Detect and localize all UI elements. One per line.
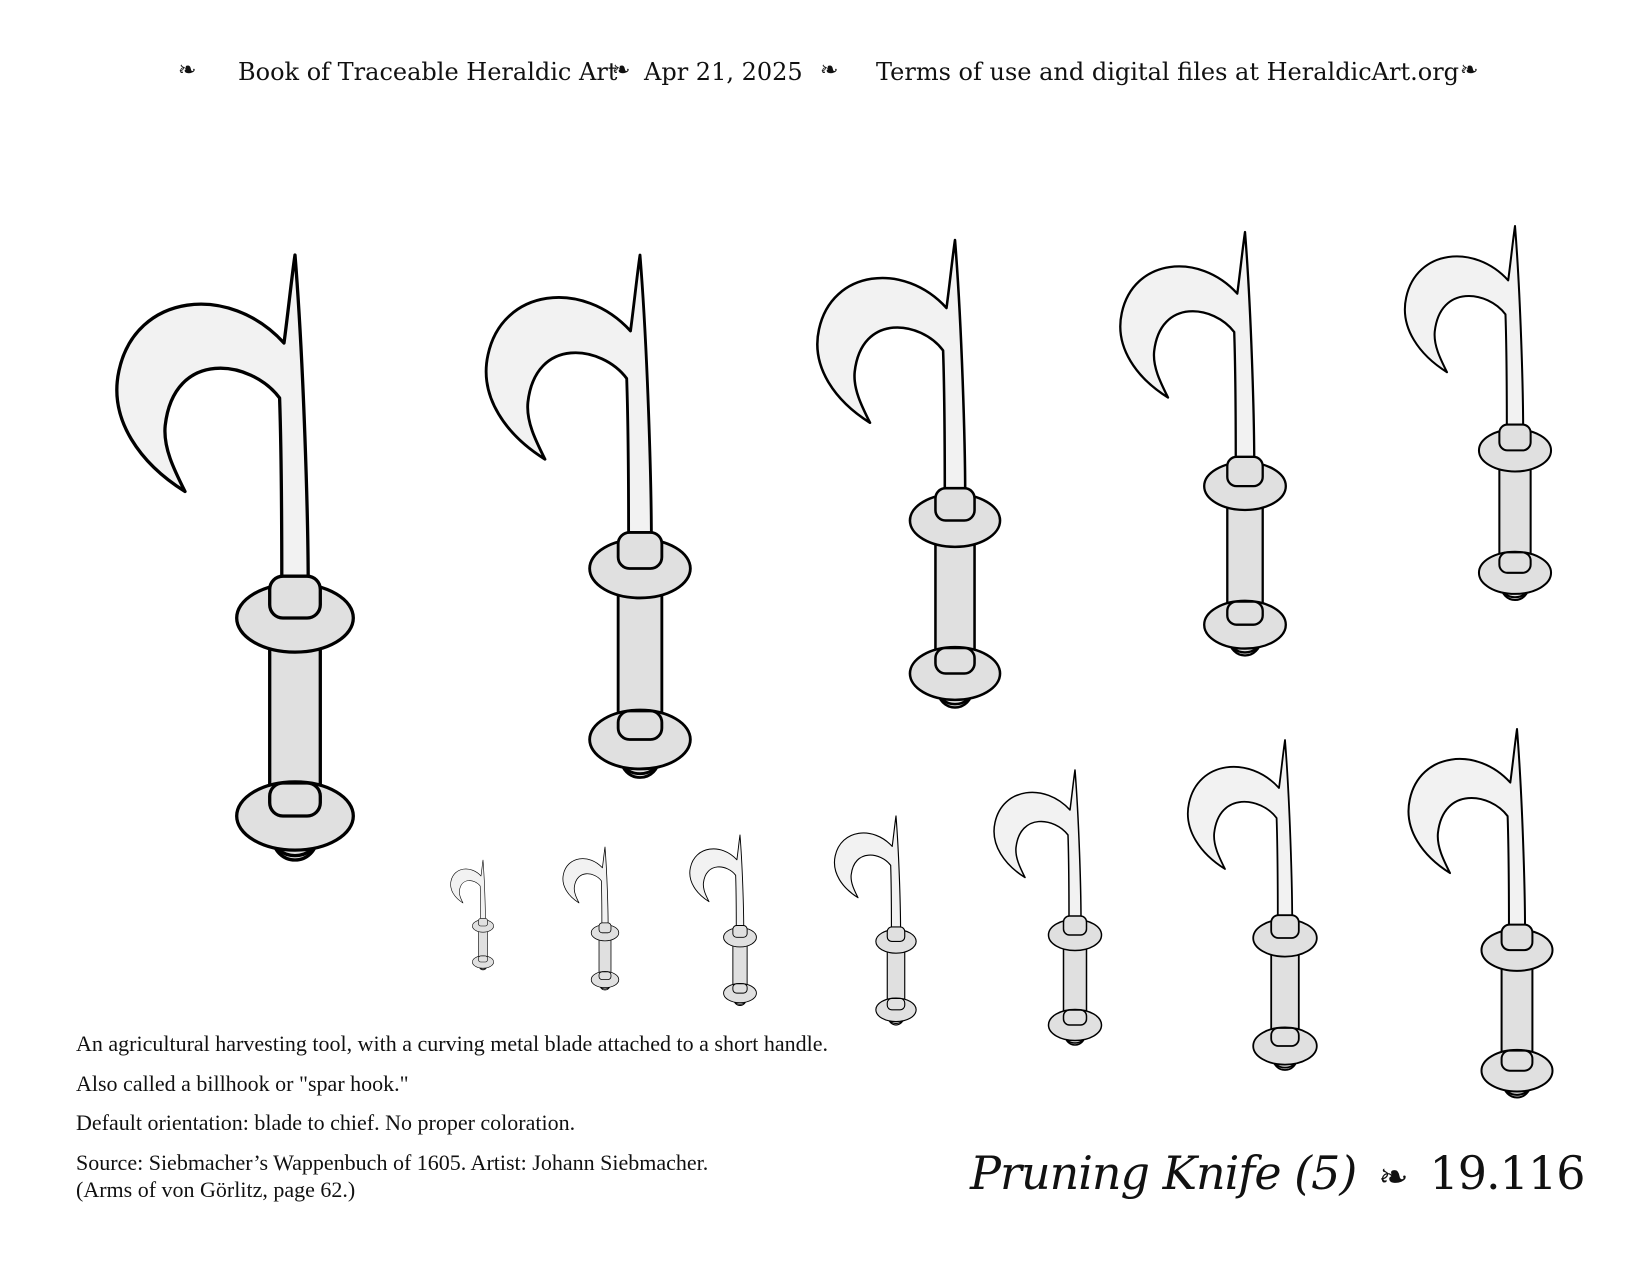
source-line: (Arms of von Görlitz, page 62.) (76, 1177, 356, 1202)
header-book-title: Book of Traceable Heraldic Art (238, 58, 618, 86)
description-line: Also called a billhook or "spar hook." (76, 1071, 409, 1096)
pruning-knife (834, 816, 916, 1025)
plate-number: 19.116 (1429, 1146, 1585, 1200)
pruning-knife-large (117, 255, 353, 860)
pruning-knife-tiny (451, 860, 494, 970)
pruning-knife (994, 770, 1101, 1045)
header-fleuron: ❧ (612, 58, 631, 83)
source-line: Source: Siebmacher’s Wappenbuch of 1605. Artist: Johann Siebmacher. (76, 1150, 709, 1175)
pruning-knife (563, 847, 619, 990)
page-title (970, 1146, 1590, 1200)
pruning-knife (1120, 232, 1286, 656)
header-fleuron: ❧ (820, 58, 839, 83)
pruning-knife (1409, 729, 1553, 1098)
header-date: Apr 21, 2025 (644, 58, 803, 86)
pruning-knife (690, 835, 757, 1006)
title-fleuron: ❧ (1378, 1157, 1408, 1198)
header-terms: Terms of use and digital files at HeraldicArt.org (876, 58, 1460, 86)
header-fleuron: ❧ (1460, 58, 1479, 83)
pruning-knife (486, 255, 690, 778)
pruning-knife (1188, 740, 1317, 1070)
title-name: Pruning Knife (5) (970, 1146, 1357, 1200)
pruning-knife (817, 240, 1000, 708)
pruning-knife (1405, 226, 1551, 600)
header-fleuron: ❧ (178, 58, 197, 83)
description-line: An agricultural harvesting tool, with a curving metal blade attached to a short handle. (76, 1031, 829, 1056)
description-line: Default orientation: blade to chief. No proper coloration. (76, 1110, 576, 1135)
